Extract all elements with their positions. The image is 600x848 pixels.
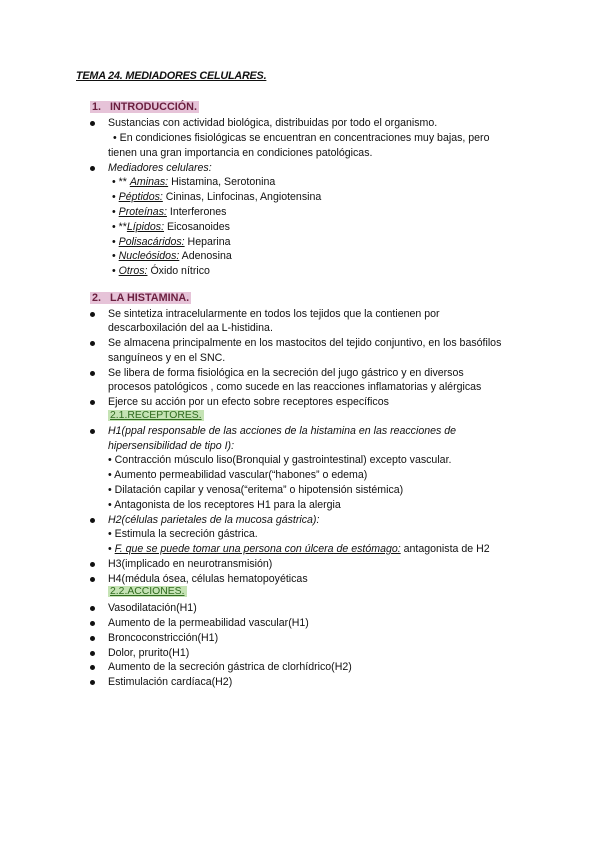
- bullet-dot: [90, 621, 95, 626]
- bullet-dot: [90, 121, 95, 126]
- mediator-item: • Otros: Óxido nítrico: [112, 265, 210, 277]
- bullet-dot: [90, 400, 95, 405]
- mediator-item: • Péptidos: Cininas, Linfocinas, Angiotensina: [112, 191, 322, 203]
- s2-bullet-4: Ejerce su acción por un efecto sobre receptores específicos: [108, 396, 389, 408]
- h1-item: • Dilatación capilar y venosa(“eritema” o hipotensión sistémica): [108, 484, 404, 496]
- section-1-heading: [90, 101, 199, 113]
- bullet-dot: [90, 341, 95, 346]
- section-2-number: 2.: [92, 292, 102, 304]
- bullet-dot: [90, 680, 95, 685]
- action-item: Aumento de la permeabilidad vascular(H1): [108, 617, 309, 629]
- bullet-dot: [90, 562, 95, 567]
- section-2-heading: [90, 292, 191, 304]
- subsection-acciones: 2.2.ACCIONES.: [110, 586, 185, 597]
- s1-bullet-1-sub-a: • En condiciones fisiológicas se encuentran en concentraciones muy bajas, pero: [113, 132, 490, 144]
- s1-bullet-2: Mediadores celulares:: [108, 162, 212, 174]
- mediator-item: • Proteínas: Interferones: [112, 206, 227, 218]
- mediator-item: • **Lípidos: Eicosanoides: [112, 221, 230, 233]
- h4-receptor: H4(médula ósea, células hematopoyéticas: [108, 573, 308, 585]
- action-item: Vasodilatación(H1): [108, 602, 197, 614]
- section-1-title: INTRODUCCIÓN.: [110, 101, 197, 113]
- bullet-dot: [90, 651, 95, 656]
- s1-bullet-1: Sustancias con actividad biológica, distribuidas por todo el organismo.: [108, 117, 438, 129]
- bullet-dot: [90, 606, 95, 611]
- h1-receptor-b: hipersensibilidad de tipo I):: [108, 440, 235, 452]
- bullet-dot: [90, 166, 95, 171]
- s2-bullet-2b: sanguíneos y en el SNC.: [108, 352, 226, 364]
- h3-receptor: H3(implicado en neurotransmisión): [108, 558, 273, 570]
- h1-item: • Aumento permeabilidad vascular(“habones” o edema): [108, 469, 368, 481]
- h1-item: • Antagonista de los receptores H1 para la alergia: [108, 499, 341, 511]
- bullet-dot: [90, 577, 95, 582]
- s2-bullet-1a: Se sintetiza intracelularmente en todos los tejidos que la contienen por: [108, 308, 440, 320]
- section-1-number: 1.: [92, 101, 102, 113]
- s2-bullet-3b: procesos patológicos , como sucede en las reacciones inflamatorias y alérgicas: [108, 381, 482, 393]
- action-item: Aumento de la secreción gástrica de clorhídrico(H2): [108, 661, 352, 673]
- mediator-item: • ** Aminas: Histamina, Serotonina: [112, 176, 276, 188]
- h2-receptor: H2(células parietales de la mucosa gástrica):: [108, 514, 320, 526]
- page-title: TEMA 24. MEDIADORES CELULARES.: [76, 70, 267, 82]
- bullet-dot: [90, 518, 95, 523]
- bullet-dot: [90, 636, 95, 641]
- h2-item: • F. que se puede tomar una persona con úlcera de estómago: antagonista de H2: [108, 543, 490, 555]
- s2-bullet-2a: Se almacena principalmente en los mastocitos del tejido conjuntivo, en los basófilos: [108, 337, 502, 349]
- action-item: Dolor, prurito(H1): [108, 647, 190, 659]
- mediator-item: • Nucleósidos: Adenosina: [112, 250, 232, 262]
- h1-receptor-a: H1(ppal responsable de las acciones de la histamina en las reacciones de: [108, 425, 457, 437]
- s2-bullet-1b: descarboxilación del aa L-histidina.: [108, 322, 273, 334]
- bullet-dot: [90, 371, 95, 376]
- section-2-title: LA HISTAMINA.: [110, 292, 190, 304]
- bullet-dot: [90, 429, 95, 434]
- subsection-receptores: 2.1.RECEPTORES.: [110, 410, 202, 421]
- s1-bullet-1-sub-b: tienen una gran importancia en condiciones patológicas.: [108, 147, 373, 159]
- action-item: Broncoconstricción(H1): [108, 632, 219, 644]
- h1-item: • Contracción músculo liso(Bronquial y gastrointestinal) excepto vascular.: [108, 454, 452, 466]
- bullet-dot: [90, 665, 95, 670]
- h2-item: • Estimula la secreción gástrica.: [108, 528, 258, 540]
- s2-bullet-3a: Se libera de forma fisiológica en la secreción del jugo gástrico y en diversos: [108, 367, 464, 379]
- bullet-dot: [90, 312, 95, 317]
- mediator-item: • Polisacáridos: Heparina: [112, 236, 231, 248]
- action-item: Estimulación cardíaca(H2): [108, 676, 233, 688]
